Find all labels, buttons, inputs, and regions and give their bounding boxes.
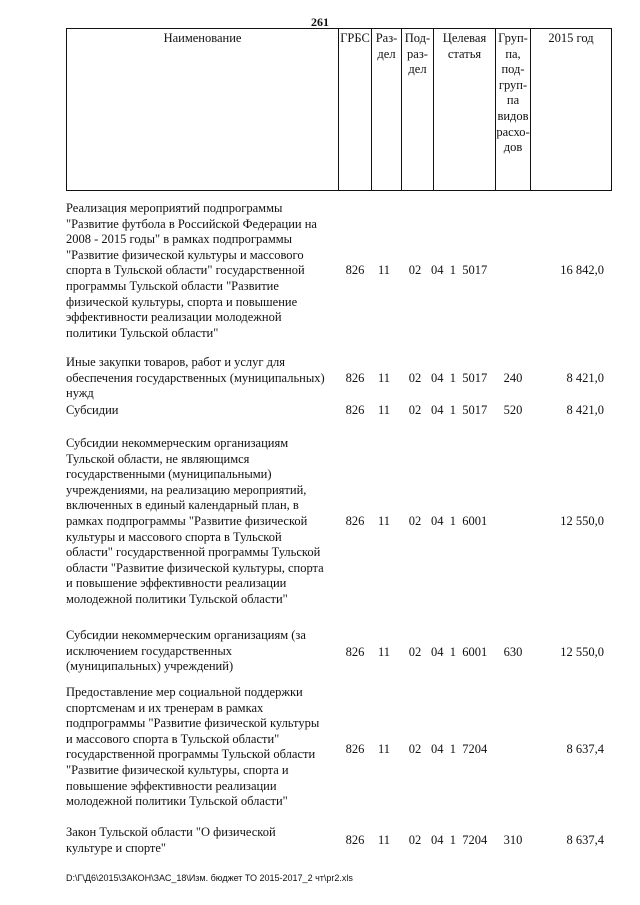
- row-amount: 8 421,0: [566, 371, 604, 385]
- row-target: 04 1 6001: [431, 645, 488, 659]
- row-group: 630: [503, 645, 523, 659]
- row-name: Субсидии некоммерческим организациям Тульской области, не являющимся государственными (муниципальными) учреждениями, на реализацию мероприятий, включенных в единый календарный план, в рамках подпрограммы "Развитие физической культуры и массового спорта в Тульской области" государственной программы Тульской области "Развитие физической культуры, спорта и повышение эффективности реализации молодежной политики Тульской области": [66, 436, 324, 606]
- row-razdel: 11: [377, 514, 391, 528]
- row-podrazdel: 02: [408, 742, 422, 756]
- row-podrazdel: 02: [408, 371, 422, 385]
- header-name: Наименование: [163, 31, 242, 45]
- row-target: 04 1 7204: [431, 833, 488, 847]
- row-target: 04 1 5017: [431, 371, 488, 385]
- row-amount: 8 421,0: [566, 403, 604, 417]
- row-amount: 8 637,4: [566, 833, 604, 847]
- row-target: 04 1 7204: [431, 742, 488, 756]
- row-razdel: 11: [377, 645, 391, 659]
- row-grbs: 826: [345, 403, 365, 417]
- row-amount: 16 842,0: [560, 263, 604, 277]
- row-podrazdel: 02: [408, 514, 422, 528]
- row-name: Субсидии некоммерческим организациям (за исключением государственных (муниципальных) учреждений): [66, 628, 306, 674]
- row-name: Субсидии: [66, 403, 119, 417]
- row-grbs: 826: [345, 742, 365, 756]
- row-target: 04 1 5017: [431, 403, 488, 417]
- header-razdel-cell: [371, 29, 401, 190]
- header-grbs: ГРБС: [340, 31, 370, 45]
- header-target-cell: [433, 29, 495, 190]
- row-amount: 12 550,0: [560, 645, 604, 659]
- row-razdel: 11: [377, 833, 391, 847]
- row-podrazdel: 02: [408, 403, 422, 417]
- row-group: 310: [503, 833, 523, 847]
- row-name: Предоставление мер социальной поддержки спортсменам и их тренерам в рамках подпрограммы "Развитие физической культуры и массового спорта в Тульской области" государственной программы Тульской области "Развитие физической культуры, спорта и повышение эффективности реализации молодежной политики Тульской области": [66, 685, 320, 809]
- header-group-cell: [495, 29, 530, 190]
- header-podrazdel: Под- раз- дел: [404, 31, 431, 77]
- file-path-footer: D:\Г\Д6\2015\ЗАКОН\ЗАС_18\Изм. бюджет ТО 2015-2017_2 чт\pr2.xls: [66, 873, 353, 883]
- row-razdel: 11: [377, 263, 391, 277]
- row-grbs: 826: [345, 833, 365, 847]
- row-grbs: 826: [345, 645, 365, 659]
- header-year-cell: [530, 29, 611, 190]
- table-header: [66, 28, 612, 191]
- header-name-cell: [67, 29, 338, 190]
- row-grbs: 826: [345, 263, 365, 277]
- row-podrazdel: 02: [408, 263, 422, 277]
- row-grbs: 826: [345, 514, 365, 528]
- row-amount: 12 550,0: [560, 514, 604, 528]
- header-year: 2015 год: [548, 31, 594, 45]
- row-group: 240: [503, 371, 523, 385]
- row-group: 520: [503, 403, 523, 417]
- row-amount: 8 637,4: [566, 742, 604, 756]
- row-grbs: 826: [345, 371, 365, 385]
- header-grbs-cell: [338, 29, 371, 190]
- row-target: 04 1 6001: [431, 514, 488, 528]
- row-name: Закон Тульской области "О физической культуре и спорте": [66, 825, 276, 855]
- row-razdel: 11: [377, 371, 391, 385]
- header-podrazdel-cell: [401, 29, 433, 190]
- row-podrazdel: 02: [408, 645, 422, 659]
- row-razdel: 11: [377, 742, 391, 756]
- page-number: 261: [311, 15, 329, 29]
- row-target: 04 1 5017: [431, 263, 488, 277]
- row-name: Иные закупки товаров, работ и услуг для обеспечения государственных (муниципальных) нужд: [66, 355, 325, 401]
- row-podrazdel: 02: [408, 833, 422, 847]
- row-name: Реализация мероприятий подпрограммы "Развитие футбола в Российской Федерации на 2008 - 2015 годы" в рамках подпрограммы "Развитие физической культуры и массового спорта в Тульской области" государственной программы Тульской области "Развитие физической культуры, спорта и повышение эффективности реализации молодежной политики Тульской области": [66, 201, 317, 340]
- header-target: Целевая статья: [442, 31, 487, 61]
- header-razdel: Раз- дел: [375, 31, 398, 61]
- row-razdel: 11: [377, 403, 391, 417]
- header-group: Груп- па, под- груп- па видов расхо- дов: [496, 31, 530, 155]
